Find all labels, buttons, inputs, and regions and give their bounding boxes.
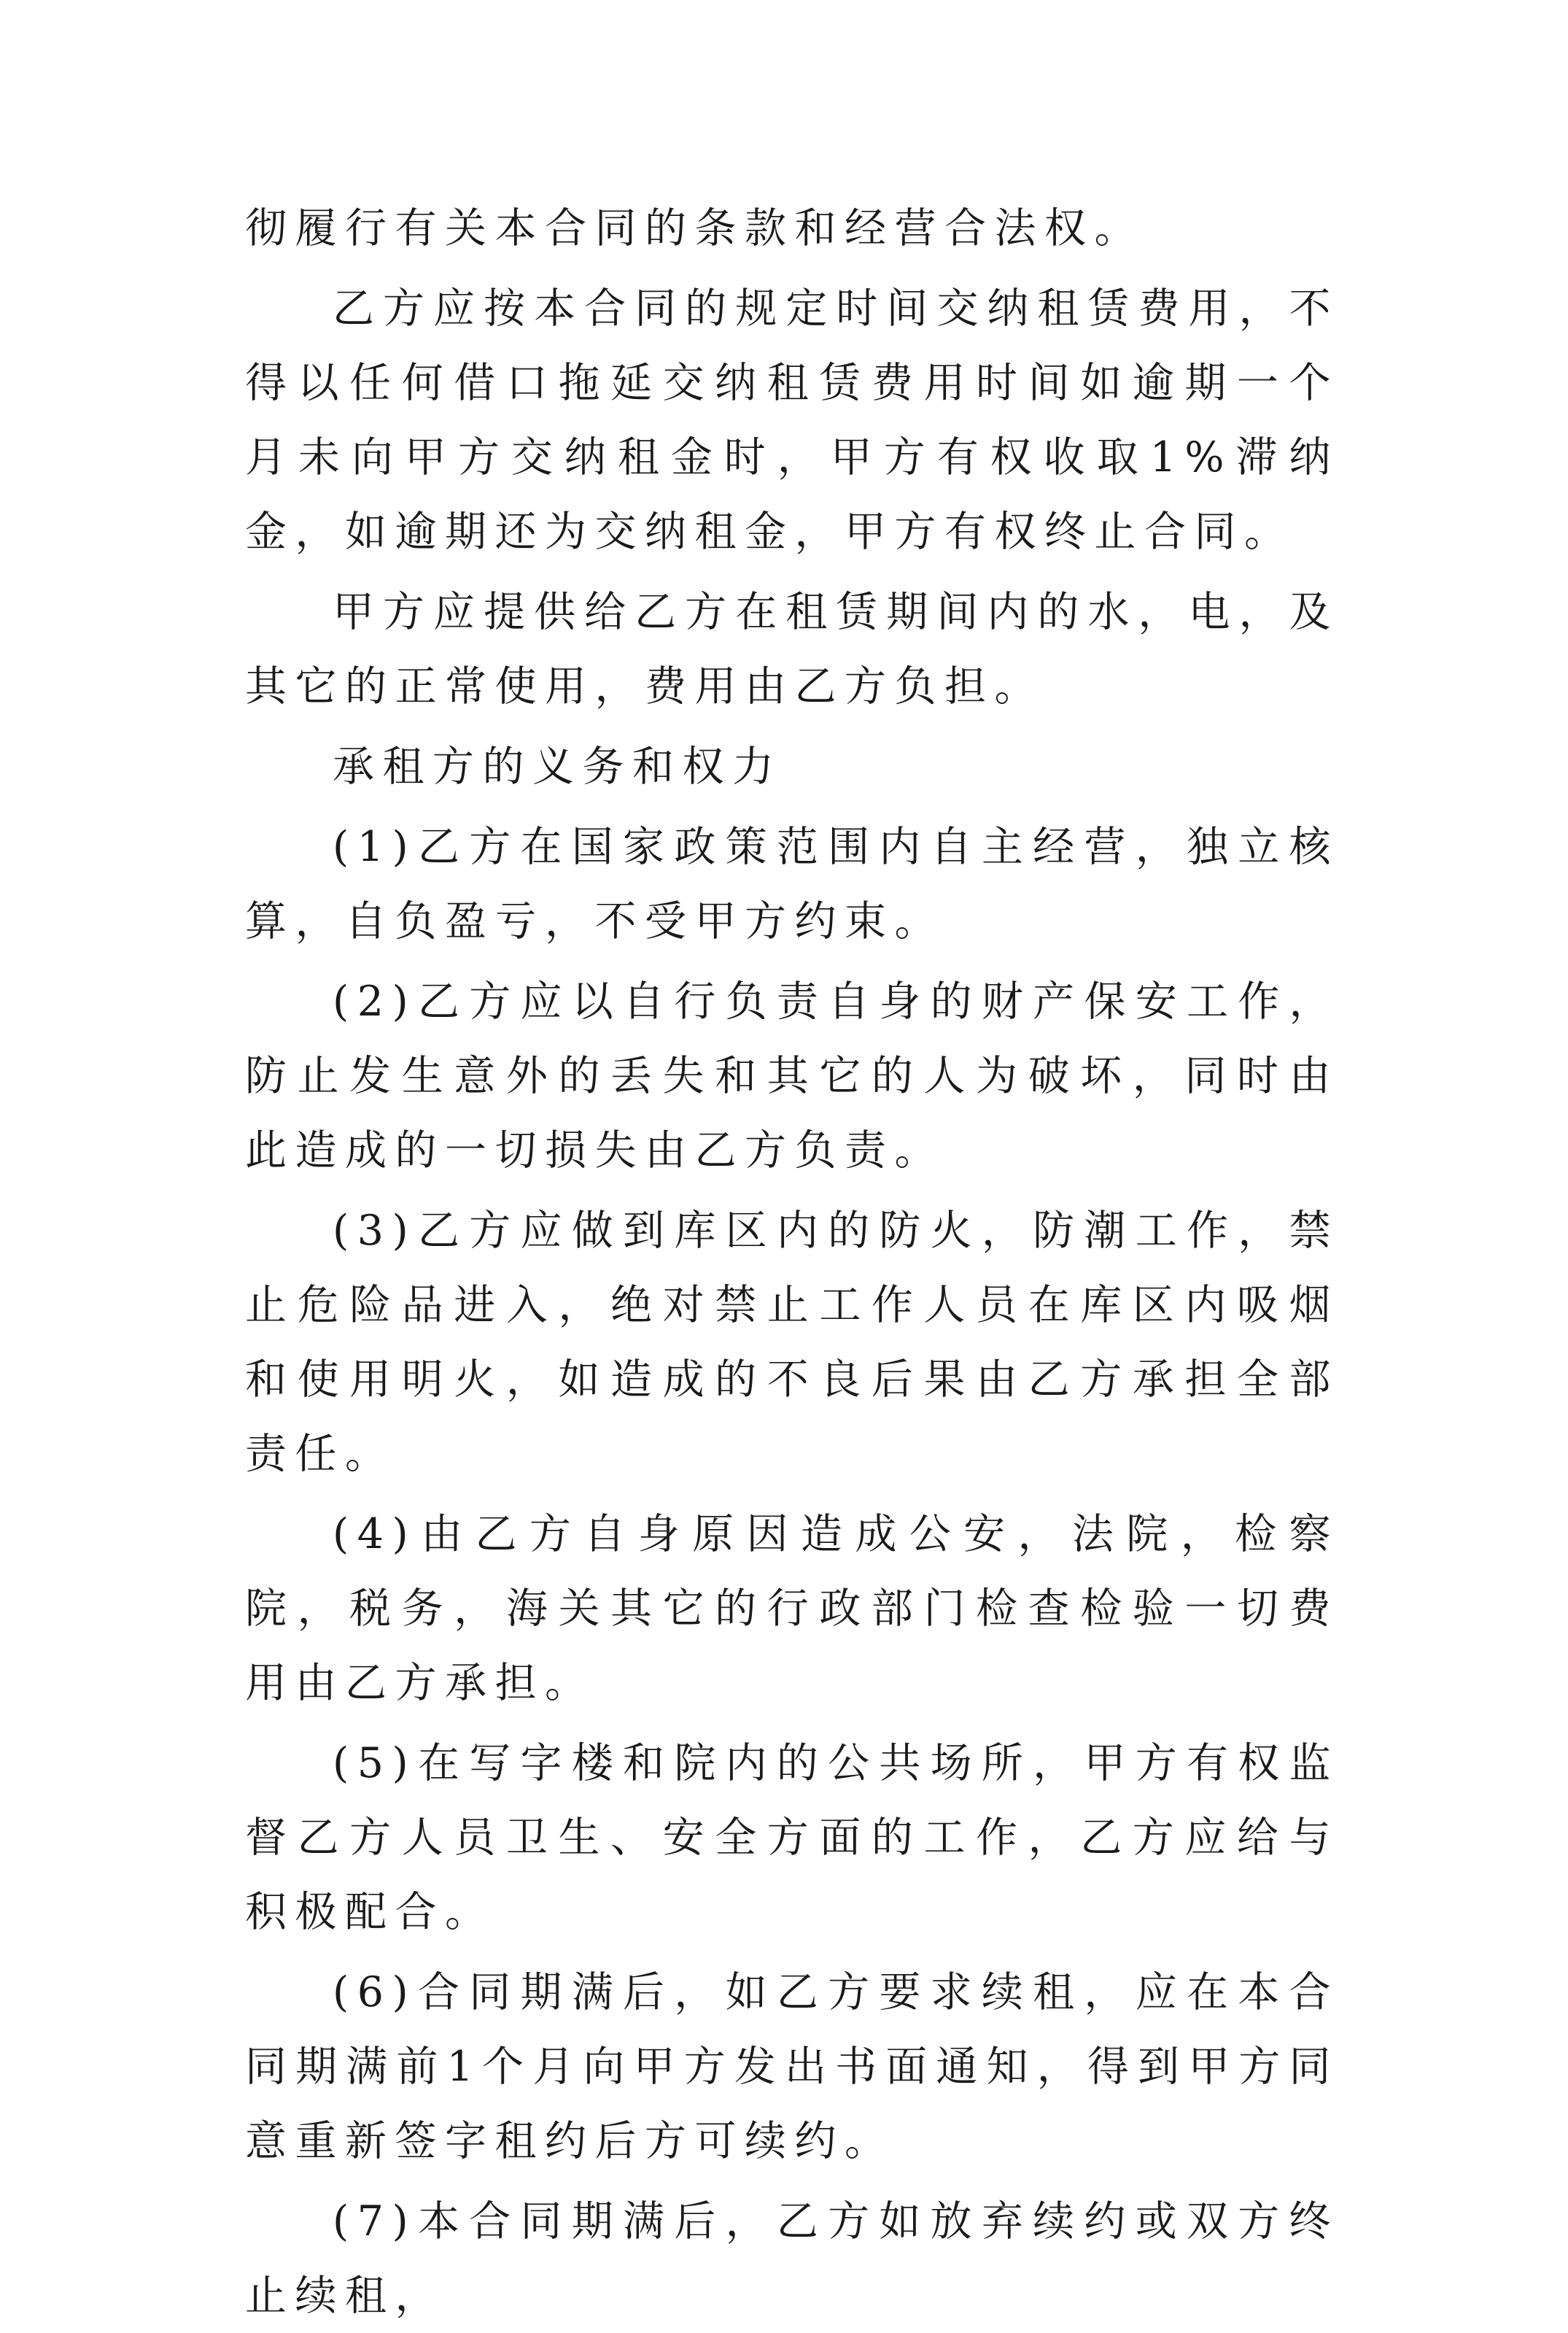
clause-1: (1)乙方在国家政策范围内自主经营，独立核算，自负盈亏，不受甲方约束。 [245, 823, 1339, 945]
paragraph-rent-payment: 乙方应按本合同的规定时间交纳租赁费用，不得以任何借口拖延交纳租赁费用时间如逾期一个月未向甲方交纳租金时，甲方有权收取1%滞纳金，如逾期还为交纳租金，甲方有权终止合同。 [245, 285, 1339, 556]
paragraph-continuation: 彻履行有关本合同的条款和经营合法权。 [245, 204, 1144, 252]
clause-2: (2)乙方应以自行负责自身的财产保安工作，防止发生意外的丢失和其它的人为破坏，同时由此造成的一切损失由乙方负责。 [245, 978, 1339, 1175]
clause-3: (3)乙方应做到库区内的防火，防潮工作，禁止危险品进入，绝对禁止工作人员在库区内吸烟和使用明火，如造成的不良后果由乙方承担全部责任。 [245, 1207, 1339, 1478]
section-heading-lessee-duties: 承租方的义务和权力 [333, 743, 783, 791]
clause-6: (6)合同期满后，如乙方要求续租，应在本合同期满前1个月向甲方发出书面通知，得到甲方同意重新签字租约后方可续约。 [245, 1968, 1339, 2165]
clause-4: (4)由乙方自身原因造成公安，法院，检察院，税务，海关其它的行政部门检查检验一切费用由乙方承担。 [245, 1510, 1339, 1707]
paragraph-utilities: 甲方应提供给乙方在租赁期间内的水，电，及其它的正常使用，费用由乙方负担。 [245, 588, 1339, 711]
clause-7: (7)本合同期满后，乙方如放弃续约或双方终止续租， [245, 2197, 1339, 2320]
clause-5: (5)在写字楼和院内的公共场所，甲方有权监督乙方人员卫生、安全方面的工作，乙方应给与积极配合。 [245, 1739, 1339, 1936]
contract-body [245, 191, 1339, 2333]
